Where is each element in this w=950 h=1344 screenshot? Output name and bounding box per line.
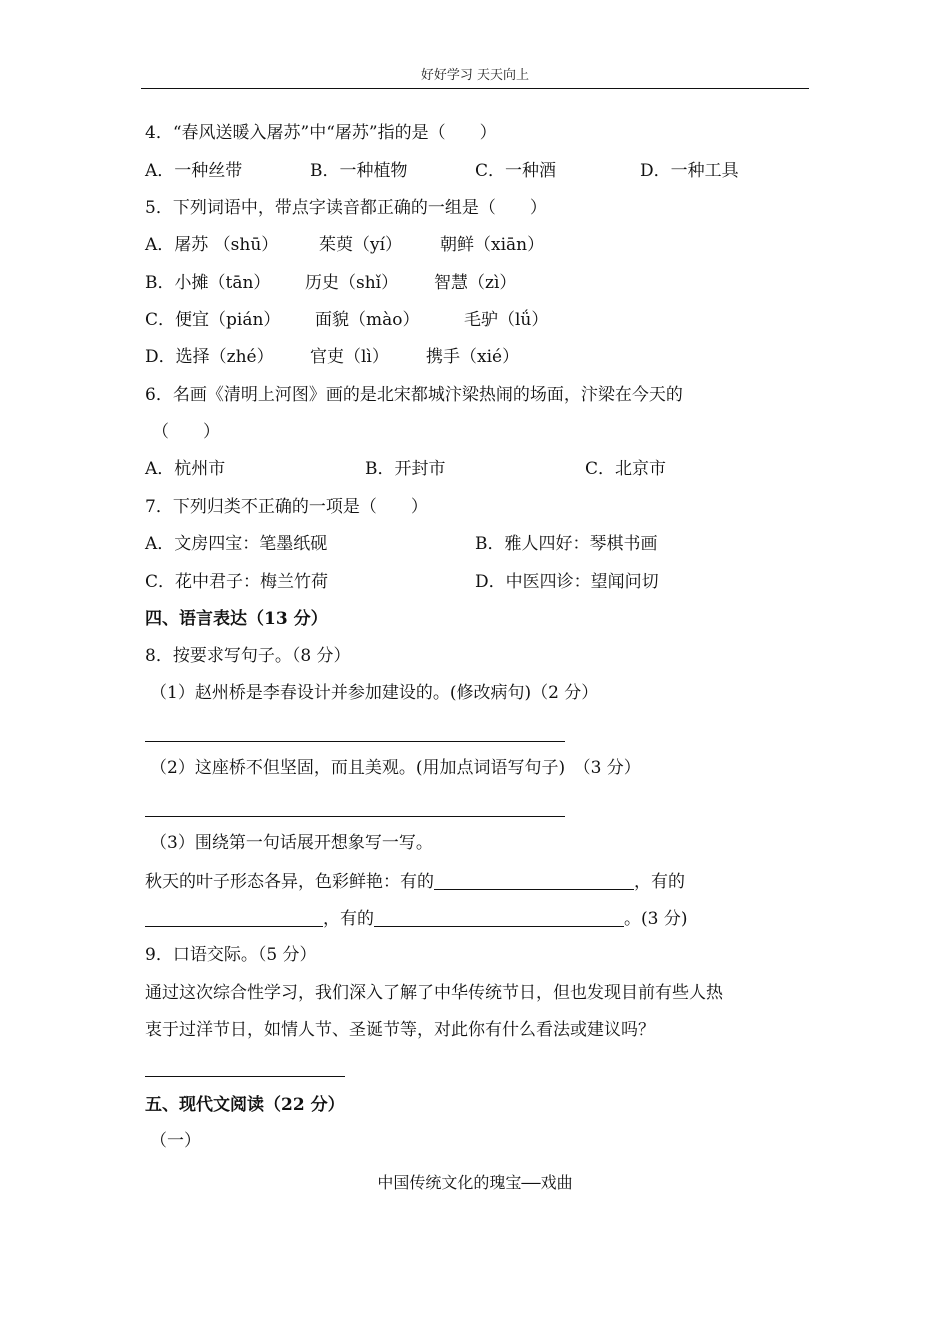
q6-option-a: A．杭州市 bbox=[145, 459, 226, 479]
q5-option-c bbox=[145, 312, 745, 332]
q4-options bbox=[145, 163, 795, 183]
q4-stem: 4．“春风送暖入屠苏”中“屠苏”指的是（ ） bbox=[145, 123, 497, 143]
q5-option-b bbox=[145, 275, 745, 295]
q5-option-d bbox=[145, 349, 745, 369]
q7-option-d: D．中医四诊：望闻问切 bbox=[475, 572, 659, 592]
q8-part3-blank3[interactable] bbox=[374, 909, 624, 927]
q8-part3-line1-start: 秋天的叶子形态各异，色彩鲜艳：有的 bbox=[145, 872, 434, 892]
q5-a-word2: 茱萸（yí） bbox=[319, 235, 403, 255]
q7-option-b: B．雅人四好：琴棋书画 bbox=[475, 534, 658, 554]
q8-part1: （1）赵州桥是李春设计并参加建设的。(修改病句)（2 分） bbox=[150, 683, 599, 703]
q5-d-word2: 官吏（lì） bbox=[310, 347, 389, 367]
q7-stem: 7．下列归类不正确的一项是（ ） bbox=[145, 497, 428, 517]
q8-part3-line2-end: 。(3 分) bbox=[624, 909, 688, 929]
q8-part3-line1 bbox=[145, 872, 685, 891]
q5-c-word2: 面貌（mào） bbox=[315, 310, 420, 330]
q5-option-a bbox=[145, 237, 745, 257]
q4-option-a: A．一种丝带 bbox=[145, 161, 243, 181]
page-header: 好好学习 天天向上 bbox=[420, 68, 530, 83]
q8-part3-line1-end: ，有的 bbox=[634, 872, 685, 892]
q5-stem: 5．下列词语中，带点字读音都正确的一组是（ ） bbox=[145, 198, 547, 218]
q6-options bbox=[145, 461, 795, 481]
q6-option-c: C．北京市 bbox=[585, 459, 667, 479]
q8-part3-blank2[interactable] bbox=[145, 909, 323, 927]
part-1-label: （一） bbox=[150, 1131, 201, 1151]
q8-part3-line2-mid: ，有的 bbox=[323, 909, 374, 929]
q8-part3-line2 bbox=[145, 909, 687, 928]
q5-a-word1: A．屠苏 （shū） bbox=[145, 235, 279, 255]
q7-options-row1 bbox=[145, 536, 795, 556]
q8-part2: （2）这座桥不但坚固，而且美观。(用加点词语写句子) （3 分） bbox=[150, 758, 641, 778]
q6-stem: 6．名画《清明上河图》画的是北宋都城汴梁热闹的场面，汴梁在今天的 bbox=[145, 385, 683, 405]
q4-option-b: B．一种植物 bbox=[310, 161, 408, 181]
q6-answer-paren: （ ） bbox=[152, 422, 220, 442]
q9-body-line2: 衷于过洋节日，如情人节、圣诞节等，对此你有什么看法或建议吗？ bbox=[145, 1020, 655, 1040]
q5-b-word1: B．小摊（tān） bbox=[145, 273, 271, 293]
q5-c-word3: 毛驴（lǘ） bbox=[464, 310, 549, 330]
q8-part2-answer-line[interactable] bbox=[145, 816, 565, 817]
q4-option-d: D．一种工具 bbox=[640, 161, 739, 181]
section-5-heading: 五、现代文阅读（22 分） bbox=[145, 1095, 345, 1115]
q5-c-word1: C．便宜（pián） bbox=[145, 310, 281, 330]
q9-body-line1: 通过这次综合性学习，我们深入了解了中华传统节日，但也发现目前有些人热 bbox=[145, 983, 723, 1003]
q7-options-row2 bbox=[145, 574, 795, 594]
q8-part3: （3）围绕第一句话展开想象写一写。 bbox=[150, 833, 433, 853]
q5-d-word3: 携手（xié） bbox=[426, 347, 520, 367]
q8-part3-blank1[interactable] bbox=[434, 872, 634, 890]
q9-answer-line[interactable] bbox=[145, 1076, 345, 1077]
q4-option-c: C．一种酒 bbox=[475, 161, 557, 181]
q8-stem: 8．按要求写句子。（8 分） bbox=[145, 646, 351, 666]
q5-b-word3: 智慧（zì） bbox=[434, 273, 517, 293]
q8-part1-answer-line[interactable] bbox=[145, 741, 565, 742]
q7-option-c: C．花中君子：梅兰竹荷 bbox=[145, 572, 329, 592]
q6-option-b: B．开封市 bbox=[365, 459, 446, 479]
q5-d-word1: D．选择（zhé） bbox=[145, 347, 274, 367]
q7-option-a: A．文房四宝：笔墨纸砚 bbox=[145, 534, 328, 554]
q9-stem: 9．口语交际。（5 分） bbox=[145, 945, 317, 965]
article-title: 中国传统文化的瑰宝——戏曲 bbox=[377, 1173, 573, 1192]
q5-b-word2: 历史（shǐ） bbox=[305, 273, 399, 293]
header-divider bbox=[141, 88, 809, 89]
q5-a-word3: 朝鲜（xiān） bbox=[440, 235, 545, 255]
section-4-heading: 四、语言表达（13 分） bbox=[145, 609, 328, 629]
